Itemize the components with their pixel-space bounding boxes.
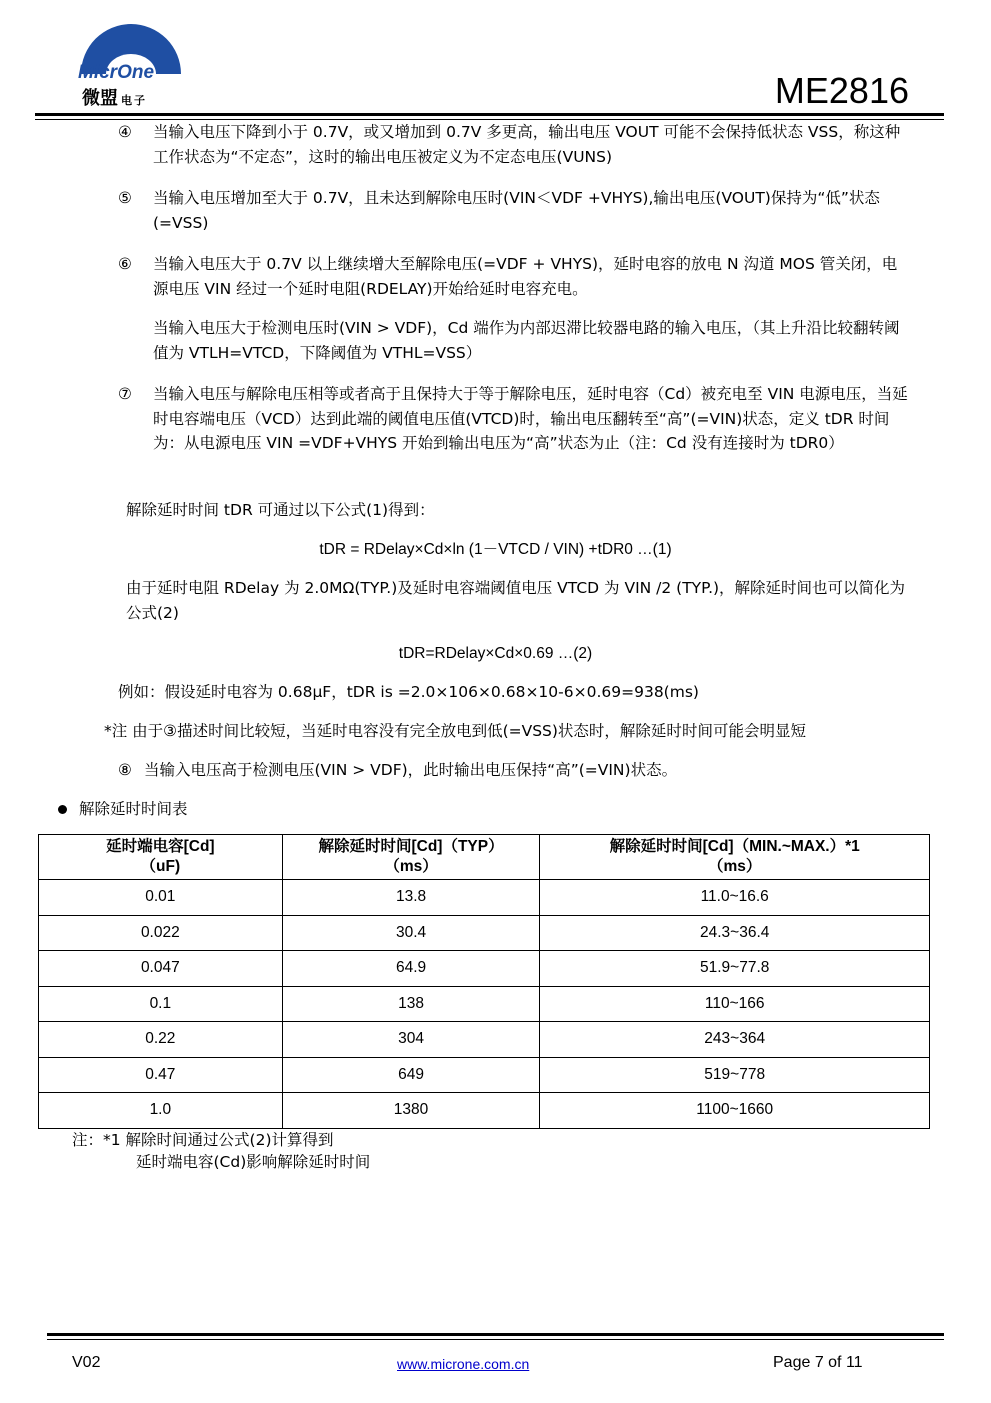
cell: 64.9 xyxy=(282,951,540,987)
release-delay-table xyxy=(38,834,930,1129)
footer-rule-thin xyxy=(47,1339,944,1340)
paragraph-formula-intro: 解除延时时间 tDR 可通过以下公式(1)得到： xyxy=(126,501,435,519)
item-number: ④ xyxy=(118,123,132,141)
cell: 0.022 xyxy=(39,915,283,951)
footer-rule xyxy=(47,1333,944,1336)
table-row xyxy=(39,1057,930,1093)
table-row xyxy=(39,915,930,951)
item-text: 当输入电压下降到小于 0.7V，或又增加到 0.7V 多更高，输出电压 VOUT 可能不会保持低状态 VSS，称这种工作状态为“不定态”，这时的输出电压被定义为不定态电压(VUNS) xyxy=(153,123,901,166)
table-row xyxy=(39,880,930,916)
cell: 1380 xyxy=(282,1093,540,1129)
cell: 0.47 xyxy=(39,1057,283,1093)
cell: 304 xyxy=(282,1022,540,1058)
cell: 13.8 xyxy=(282,880,540,916)
item-number: ⑦ xyxy=(118,385,132,403)
item-text: 当输入电压高于检测电压(VIN > VDF)，此时输出电压保持“高”(=VIN)状态。 xyxy=(144,761,678,779)
cell: 11.0~16.6 xyxy=(540,880,930,916)
version-label: V02 xyxy=(72,1354,101,1371)
cell: 24.3~36.4 xyxy=(540,915,930,951)
table-header-row xyxy=(39,835,930,880)
formula-2: tDR=RDelay×Cd×0.69 …(2) xyxy=(398,645,593,662)
company-logo xyxy=(76,18,186,108)
item-text: 当输入电压大于检测电压时(VIN > VDF)，Cd 端作为内部迟滞比较器电路的输入电压，（其上升沿比较翻转阈值为 VTLH=VTCD，下降阈值为 VTHL=VSS） xyxy=(153,319,900,362)
cell: 0.22 xyxy=(39,1022,283,1058)
header-cell: 延时端电容[Cd] （uF) xyxy=(39,835,283,880)
website-link[interactable]: www.microne.com.cn xyxy=(397,1356,530,1372)
formula-1: tDR = RDelay×Cd×ln (1－VTCD / VIN) +tDR0 …(1) xyxy=(319,541,672,558)
document-title: ME2816 xyxy=(774,70,909,111)
page-number: Page 7 of 11 xyxy=(773,1354,863,1371)
item-number: ⑧ xyxy=(118,761,132,779)
item-text: 当输入电压大于 0.7V 以上继续增大至解除电压(=VDF + VHYS)，延时电容的放电 N 沟道 MOS 管关闭，电源电压 VIN 经过一个延时电阻(RDELAY)开始给延时电容充电。 xyxy=(153,255,898,298)
table-row xyxy=(39,986,930,1022)
header-cell: 解除延时时间[Cd]（TYP） （ms） xyxy=(282,835,540,880)
example-text: 例如：假设延时电容为 0.68μF，tDR is =2.0×106×0.68×10-6×0.69=938(ms) xyxy=(118,683,699,701)
cell: 243~364 xyxy=(540,1022,930,1058)
table-row xyxy=(39,951,930,987)
bullet-icon xyxy=(58,805,67,814)
item-number: ⑤ xyxy=(118,189,132,207)
table-row xyxy=(39,1093,930,1129)
cell: 0.047 xyxy=(39,951,283,987)
cell: 138 xyxy=(282,986,540,1022)
logo-text-en: MicrOne xyxy=(78,62,155,83)
cell: 51.9~77.8 xyxy=(540,951,930,987)
note-star: *注 由于③描述时间比较短，当延时电容没有完全放电到低(=VSS)状态时，解除延时时间可能会明显短 xyxy=(104,722,806,740)
list-item xyxy=(118,382,910,482)
list-item xyxy=(118,120,910,170)
cell: 649 xyxy=(282,1057,540,1093)
list-item xyxy=(118,252,910,302)
header-cell: 解除延时时间[Cd]（MIN.~MAX.）*1 （ms） xyxy=(540,835,930,880)
list-item xyxy=(118,758,677,783)
table-heading: 解除延时时间表 xyxy=(58,797,188,822)
item-text: 当输入电压增加至大于 0.7V，且未达到解除电压时(VIN＜VDF +VHYS),输出电压(VOUT)保持为“低”状态(=VSS) xyxy=(153,189,880,232)
cell: 519~778 xyxy=(540,1057,930,1093)
cell: 0.01 xyxy=(39,880,283,916)
cell: 110~166 xyxy=(540,986,930,1022)
table-notes: 注：*1 解除时间通过公式(2)计算得到 延时端电容(Cd)影响解除延时时间 xyxy=(72,1131,371,1171)
cell: 1.0 xyxy=(39,1093,283,1129)
cell: 0.1 xyxy=(39,986,283,1022)
cell: 1100~1660 xyxy=(540,1093,930,1129)
paragraph-simplify: 由于延时电阻 RDelay 为 2.0MΩ(TYP.)及延时电容端阈值电压 VTCD 为 VIN /2 (TYP.)，解除延时间也可以简化为公式(2) xyxy=(126,579,906,622)
table-row xyxy=(39,1022,930,1058)
list-item xyxy=(118,316,910,366)
list-item xyxy=(118,186,910,236)
logo-text-cn: 微盟 电子 xyxy=(82,88,147,109)
item-number: ⑥ xyxy=(118,255,132,273)
cell: 30.4 xyxy=(282,915,540,951)
item-text: 当输入电压与解除电压相等或者高于且保持大于等于解除电压，延时电容（Cd）被充电至 VIN 电源电压，当延时电容端电压（VCD）达到此端的阈值电压值(VTCD)时，输出电压翻转至“高”(=VIN)状态，定义 tDR 时间为：从电源电压 VIN =VDF+VHYS 开始到输出电压为“高”状态为止（注：Cd 没有连接时为 tDR0） xyxy=(153,385,908,452)
header-rule xyxy=(35,113,944,116)
